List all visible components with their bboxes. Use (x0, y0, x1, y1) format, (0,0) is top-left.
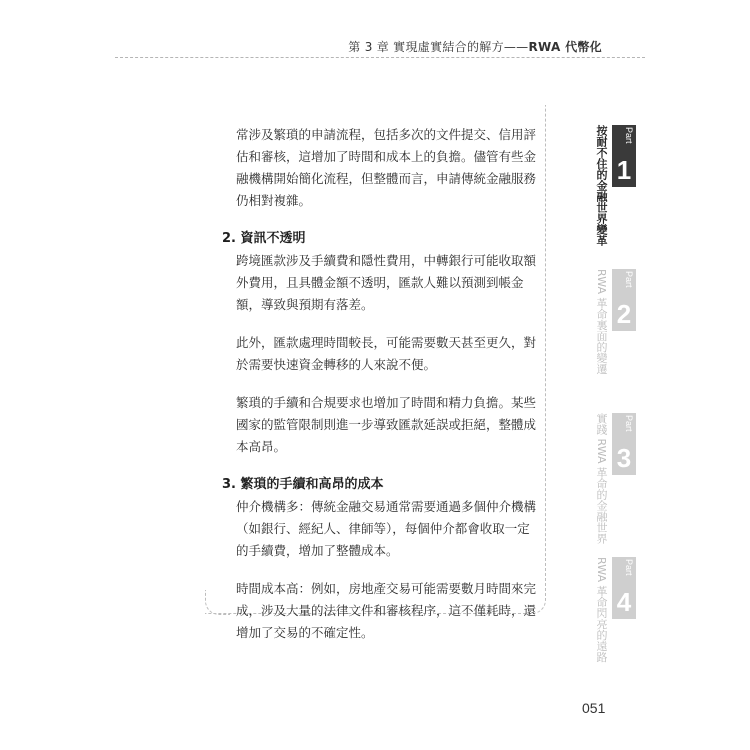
running-header (0, 38, 602, 55)
part-tab-4[interactable] (590, 557, 636, 697)
section-3-paragraph-1: 仲介機構多：傳統金融交易通常需要通過多個仲介機構（如銀行、經紀人、律師等），每個仲介都會收取一定的手續費，增加了整體成本。 (236, 499, 537, 558)
part-title: RWA 革命裏面的變遷 (595, 269, 608, 375)
section-2-paragraph-1: 跨境匯款涉及手續費和隱性費用，中轉銀行可能收取額外費用，且具體金額不透明，匯款人難以預測到帳金額，導致與預期有落差。 (236, 253, 537, 312)
part-tab-3[interactable] (590, 413, 636, 553)
part-title: 按耐不住的金融世界變革 (595, 125, 608, 246)
part-label: Part (624, 271, 634, 288)
part-tab-2[interactable] (590, 269, 636, 409)
part-title: 實踐 RWA 革命的金融世界 (595, 413, 608, 544)
section-heading-3: 3. 繁瑣的手續和高昂的成本 (222, 477, 384, 492)
intro-paragraph: 常涉及繁瑣的申請流程，包括多次的文件提交、信用評估和審核，這增加了時間和成本上的負擔。儘管有些金融機構開始簡化流程，但整體而言，申請傳統金融服務仍相對複雜。 (236, 127, 537, 208)
part-number: 2 (616, 299, 632, 329)
part-number: 4 (616, 587, 632, 617)
section-3-paragraph-2: 時間成本高：例如，房地產交易可能需要數月時間來完成，涉及大量的法律文件和審核程序，這不僅耗時，還增加了交易的不確定性。 (236, 581, 537, 640)
part-title: RWA 革命閃亮的遠路 (595, 557, 608, 663)
part-label: Part (624, 127, 634, 144)
chapter-subtitle: RWA 代幣化 (528, 40, 602, 54)
section-2-paragraph-3: 繁瑣的手續和合規要求也增加了時間和精力負擔。某些國家的監管限制則進一步導致匯款延誤或拒絕，整體成本高昂。 (236, 395, 537, 454)
part-number: 3 (616, 443, 632, 473)
section-2-paragraph-2: 此外，匯款處理時間較長，可能需要數天甚至更久，對於需要快速資金轉移的人來說不便。 (236, 335, 537, 372)
page-number: 051 (582, 700, 606, 716)
part-label: Part (624, 559, 634, 576)
section-heading-2: 2. 資訊不透明 (222, 231, 306, 246)
chapter-title: 第 3 章 實現虛實結合的解方—— (348, 40, 529, 54)
part-label: Part (624, 415, 634, 432)
part-tab-1[interactable] (590, 125, 636, 265)
part-number: 1 (616, 155, 632, 185)
part-tabs (590, 125, 636, 701)
main-text (222, 124, 540, 660)
header-divider (115, 57, 645, 58)
